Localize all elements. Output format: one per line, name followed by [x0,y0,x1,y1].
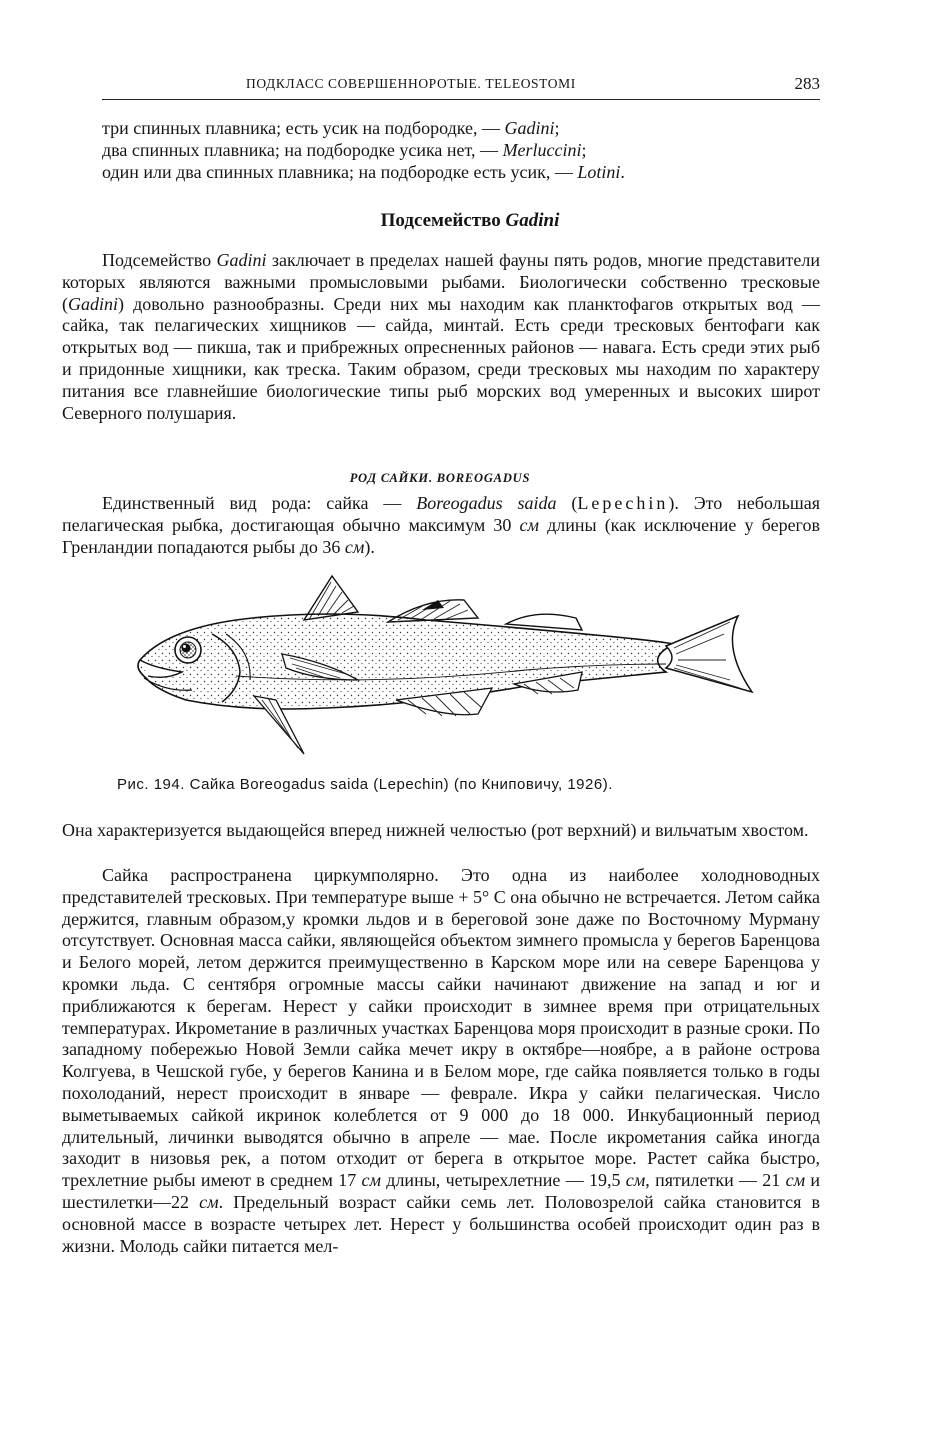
key-line-merluccini: два спинных плавника; на подбородке усика нет, — Merluccini; [102,140,587,160]
fish-illustration [126,568,766,768]
taxon-name: Gadini [504,118,555,138]
subfamily-heading: Подсемейство Gadini [380,210,560,231]
paragraph-traits: Она характеризуется выдающейся вперед нижней челюстью (рот верхний) и вильчатым хвостом. [62,820,809,840]
running-head-title: ПОДКЛАСС СОВЕРШЕННОРОТЫЕ. TELEOSTOMI [246,76,576,91]
figure-caption: Рис. 194. Сайка Boreogadus saida (Lepechin) (по Книповичу, 1926). [117,776,613,793]
paragraph-distribution: Сайка распространена циркумполярно. Это одна из наиболее холодноводных представителей тресковых. При температуре выше + 5° С она обычно не встречается. Летом сайка держится, главным образом,у кромки льдов и в береговой зоне даже по Восточному Мурману отсутствует. Основная масса сайки, являющейся объектом зимнего промысла у берегов Баренцова и Белого морей, летом держится преимущественно в Карском море или на севере Баренцова у кромки льда. С сентября огромные массы сайки начинают движение на запад и юг и приближаются к берегам. Нерест у сайки происходит в зимнее время при отрицательных температурах. Икрометание в различных участках Баренцова моря происходит в разные сроки. По западному побережью Новой Земли сайка мечет икру в октябре—ноябре, а в районе острова Колгуева, в Чешской губе, у берегов Канина и в Белом море, где сайка появляется только в годы похолоданий, нерест происходит в январе — феврале. Икра у сайки пелагическая. Число выметываемых сайкой икринок колеблется от 9 000 до 18 000. Инкубационный период длительный, личинки выводятся обычно в апреле — мае. После икрометания сайка иногда заходит в низовья рек, а потом отходит от берега в открытое море. Растет сайка быстро, трехлетние рыбы имеют в среднем 17 см длины, четырехлетние — 19,5 см, пятилетки — 21 см и шестилетки—22 см. Предельный возраст сайки семь лет. Половозрелой сайка становится в основной массе в возрасте четырех лет. Нерест у большинства особей происходит один раз в жизни. Молодь сайки питается мел- [62,865,820,1256]
key-line-lotini: один или два спинных плавника; на подбородке есть усик, — Lotini. [102,162,625,182]
page-number: 283 [794,74,820,93]
genus-heading: РОД САЙКИ. BOREOGADUS [349,471,531,485]
running-head [102,74,820,100]
paragraph-gadini: Подсемейство Gadini заключает в пределах нашей фауны пять родов, многие представители которых являются важными промысловыми рыбами. Биологически собственно тресковые (Gadini) довольно разнообразны. Среди них мы находим как планктофагов открытых вод — сайка, так пелагических хищников — сайда, минтай. Есть среди тресковых бентофаги как открытых вод — пикша, так и прибрежных опресненных районов — навага. Есть среди этих рыб и придонные хищники, как треска. Таким образом, среди тресковых мы находим по характеру питания все главнейшие биологические типы рыб морских вод умеренных и высоких широт Северного полушария. [62,250,820,423]
key-line-gadini: три спинных плавника; есть усик на подбородке, — Gadini; [102,118,560,138]
taxon-name: Merluccini [502,140,582,160]
paragraph-species: Единственный вид рода: сайка — Boreogadus saida (Lepechin). Это небольшая пелагическая рыбка, достигающая обычно максимум 30 см длины (как исключение у берегов Гренландии попадаются рыбы до 36 см). [62,493,820,557]
author-name: Lepechin [577,493,669,513]
taxon-name: Lotini [577,162,621,182]
header-rule [102,99,820,100]
